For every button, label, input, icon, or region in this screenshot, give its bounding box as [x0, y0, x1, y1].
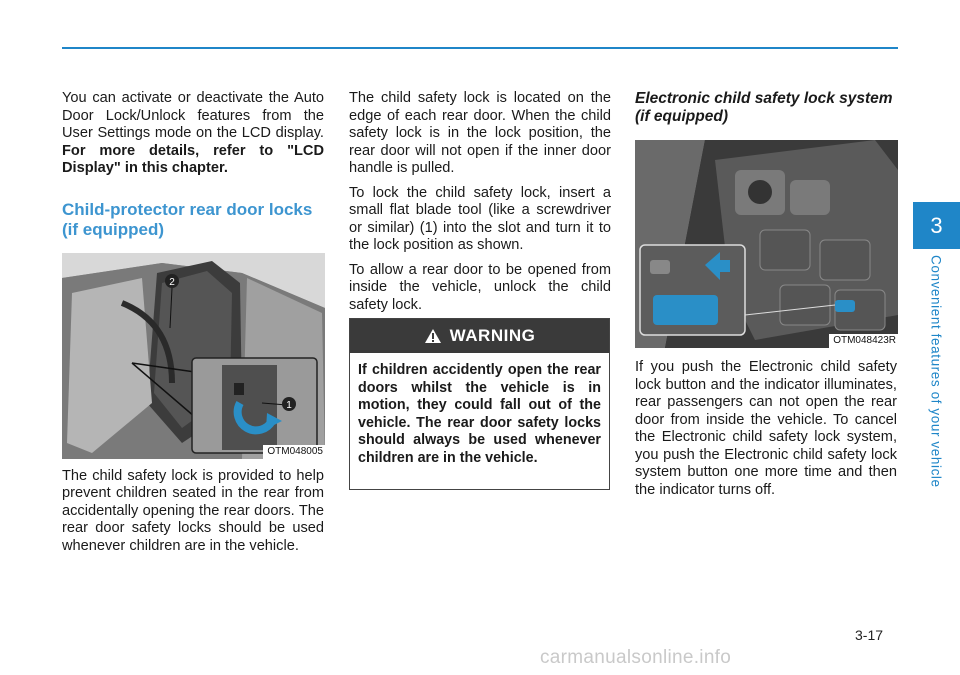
callout-2: 2 — [169, 276, 175, 288]
warning-title: WARNING — [449, 326, 536, 345]
unlock-instructions-paragraph: To allow a rear door to be opened from inside the vehicle, unlock the child safety lock. — [349, 261, 611, 313]
page-number: 3-17 — [855, 627, 884, 643]
header-rule — [62, 47, 898, 49]
figure-caption: OTM048423R — [829, 334, 898, 348]
lock-location-paragraph: The child safety lock is located on the edge of each rear door. When the child safety lock is in the lock position, the rear door will not open if the inner door handle is pulled. — [349, 90, 611, 176]
lock-instructions-paragraph: To lock the child safety lock, insert a small flat blade tool (like a screwdriver or similar) (1) into the slot and turn it to the lock position as shown. — [349, 184, 611, 253]
callout-1: 1 — [286, 399, 292, 411]
watermark: carmanualsonline.info — [540, 647, 732, 668]
column-2 — [349, 90, 611, 321]
rear-door-illustration — [62, 253, 325, 459]
figure-rear-door-lock — [62, 253, 325, 459]
section-heading-electronic-lock: Electronic child safety lock system (if equipped) — [635, 90, 893, 125]
warning-triangle-icon — [424, 328, 442, 344]
chapter-tab: 3 — [913, 202, 960, 249]
electronic-lock-description: If you push the Electronic child safety lock button and the indicator illuminates, rear passengers can not open the rear door from inside the vehicle. To cancel the Electronic child safety lock system, you push the Electronic child safety lock system button one more time and then the indicator turns off. — [635, 359, 897, 498]
column-1 — [62, 90, 324, 562]
figure-electronic-lock — [635, 140, 898, 348]
figure-caption: OTM048005 — [263, 445, 325, 459]
warning-box — [349, 318, 610, 490]
intro-paragraph: You can activate or deactivate the Auto Door Lock/Unlock features from the User Settings mode on the LCD display. For more details, refer to "LCD Display" in this chapter. — [62, 90, 324, 176]
warning-header — [350, 319, 609, 353]
intro-bold-reference: For more details, refer to "LCD Display" in this chapter. — [62, 142, 324, 176]
child-lock-description: The child safety lock is provided to help prevent children seated in the rear from accidentally opening the rear doors. The rear door safety locks should be used whenever children are in the vehicle. — [62, 467, 324, 554]
column-3 — [635, 90, 897, 506]
door-panel-illustration — [635, 140, 898, 348]
section-heading-child-protector: Child-protector rear door locks (if equipped) — [62, 199, 313, 239]
warning-text: If children accidently open the rear doors whilst the vehicle is in motion, they could fall out of the vehicle. The rear door safety locks should always be used whenever children are in the vehicle. — [358, 362, 601, 466]
